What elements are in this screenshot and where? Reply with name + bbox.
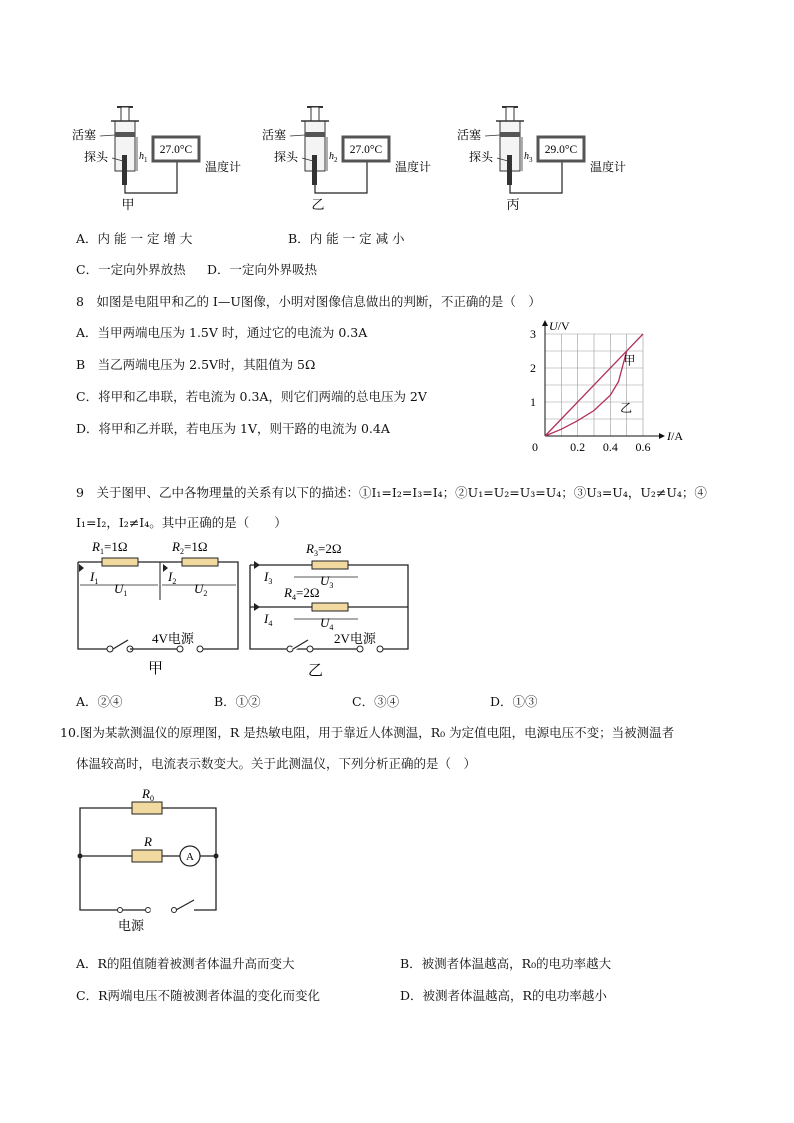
q9-option-b[interactable]: B．①②: [214, 694, 261, 709]
thermometer-label: 温度计: [590, 160, 627, 174]
x-tick-label: 0: [532, 440, 538, 454]
wire: [80, 856, 118, 910]
figure-caption: 乙: [308, 663, 324, 679]
r0-label: $R_0$: [142, 786, 154, 803]
resistor-r2: [182, 558, 218, 566]
terminal: [307, 646, 313, 652]
r-label: R: [144, 834, 152, 849]
q8-option-d[interactable]: D．将甲和乙并联，若电压为 1V，则干路的电流为 0.4A: [76, 421, 390, 436]
q8-option-a[interactable]: A．当甲两端电压为 1.5V 时，通过它的电流为 0.3A: [76, 325, 368, 340]
syringe-figure: [72, 107, 241, 212]
q9-circuit-figures: [70, 535, 430, 680]
probe-label: 探头: [274, 150, 299, 164]
thermometer-label: 温度计: [205, 160, 242, 174]
probe-label: 探头: [469, 150, 494, 164]
u3-label: $U_3$: [320, 573, 334, 590]
plunger-label: 活塞: [457, 128, 482, 142]
x-axis-arrow: [659, 433, 665, 439]
junction-dot: [214, 854, 219, 859]
q10-thermometer-circuit: [70, 780, 240, 940]
y-tick-label: 1: [530, 395, 536, 409]
probe-icon: [312, 155, 317, 185]
x-tick-label: 0.2: [570, 440, 586, 454]
terminal: [177, 646, 183, 652]
x-axis-title: I/A: [667, 429, 683, 443]
q8-iu-chart: [525, 312, 695, 464]
q9-stem: 9 关于图甲、乙中各物理量的关系有以下的描述：①I₁=I₂=I₃=I₄；②U₁=U₂=U₃=U₄；③U₃=U₄，U₂≠U₄；④: [76, 485, 707, 500]
q10-option-b[interactable]: B．被测者体温越高，R₀的电功率越大: [400, 956, 612, 971]
i1-label: $I_1$: [90, 569, 99, 586]
junction-dot: [78, 854, 83, 859]
height-label: $h_1$: [139, 151, 148, 164]
q7-option-a[interactable]: A．内 能 一 定 增 大: [76, 231, 193, 246]
q7-option-d[interactable]: D．一定向外界吸热: [207, 262, 318, 277]
temperature-reading: 29.0°C: [544, 144, 578, 156]
figure-caption: 丙: [506, 197, 520, 212]
source-label: 4V电源: [152, 631, 194, 646]
q7-syringe-figures: [70, 95, 660, 215]
terminal: [377, 646, 383, 652]
terminal: [197, 646, 203, 652]
figure-caption: 乙: [311, 197, 325, 212]
x-tick-label: 0.4: [602, 440, 618, 454]
q10-option-a[interactable]: A．R的阻值随着被测者体温升高而变大: [76, 956, 295, 971]
r3-value: =2Ω: [318, 541, 342, 556]
height-label: $h_2$: [329, 151, 338, 164]
q8-option-b[interactable]: B 当乙两端电压为 2.5V时，其阻值为 5Ω: [76, 357, 316, 372]
y-tick-label: 3: [530, 327, 536, 341]
syringe-figure: [262, 107, 431, 212]
series-label-jia: 甲: [623, 353, 636, 368]
temperature-reading: 27.0°C: [159, 144, 193, 156]
i3-label: $I_3$: [264, 569, 273, 586]
i2-label: $I_2$: [168, 569, 177, 586]
source-label: 电源: [118, 918, 145, 933]
switch-icon: [176, 900, 194, 910]
terminal: [287, 646, 293, 652]
terminal: [172, 908, 177, 913]
plunger-piston: [115, 132, 135, 137]
y-tick-label: 2: [530, 361, 536, 375]
q8-option-c[interactable]: C．将甲和乙串联，若电流为 0.3A，则它们两端的总电压为 2V: [76, 389, 427, 404]
switch-icon: [113, 640, 128, 649]
r4-label: $R_4$: [284, 585, 296, 602]
q10-stem-line2: 体温较高时，电流表示数变大。关于此测温仪，下列分析正确的是（ ）: [76, 756, 477, 771]
r1-value: =1Ω: [104, 539, 128, 554]
plunger-pointer: [100, 135, 115, 136]
resistor-r0: [132, 802, 162, 814]
wire: [198, 856, 216, 910]
q9-stem-line2: I₁=I₂，I₂≠I₄。其中正确的是（ ）: [76, 515, 287, 530]
y-axis-arrow: [542, 320, 548, 326]
r2-label: $R_2$: [172, 539, 184, 556]
r4-value: =2Ω: [296, 585, 320, 600]
resistor-r: [132, 850, 162, 862]
probe-icon: [122, 155, 127, 185]
current-arrow-icon: [254, 561, 260, 569]
u2-label: $U_2$: [194, 581, 208, 598]
terminal: [107, 646, 113, 652]
i4-label: $I_4$: [264, 611, 273, 628]
probe-label: 探头: [84, 150, 109, 164]
thermometer-label: 温度计: [395, 160, 432, 174]
switch-icon: [293, 640, 308, 649]
circuit-yi: [250, 541, 408, 679]
plunger-piston: [500, 132, 520, 137]
resistor-r3: [312, 561, 348, 569]
q10-option-c[interactable]: C．R两端电压不随被测者体温的变化而变化: [76, 988, 320, 1003]
probe-icon: [507, 155, 512, 185]
current-arrow-icon: [254, 603, 260, 611]
q8-stem: 8 如图是电阻甲和乙的 I—U图像，小明对图像信息做出的判断，不正确的是（ ）: [76, 294, 541, 309]
q10-stem: 10.图为某款测温仪的原理图，R 是热敏电阻，用于靠近人体测温，R₀ 为定值电阻，电源电压不变；当被测温者: [60, 725, 675, 740]
ammeter-label: A: [186, 851, 194, 863]
u1-label: $U_1$: [114, 581, 128, 598]
x-tick-label: 0.6: [635, 440, 651, 454]
terminal: [118, 908, 123, 913]
plunger-pointer: [485, 135, 500, 136]
wire: [200, 562, 238, 649]
u4-label: $U_4$: [320, 615, 334, 632]
syringe-figure: [457, 107, 626, 212]
plunger-piston: [305, 132, 325, 137]
r1-label: $R_1$: [92, 539, 104, 556]
r2-value: =1Ω: [184, 539, 208, 554]
plunger-label: 活塞: [262, 128, 287, 142]
series-label-yi: 乙: [620, 401, 633, 416]
q9-option-a[interactable]: A．②④: [76, 694, 123, 709]
plunger-label: 活塞: [72, 128, 97, 142]
circuit-jia: [78, 539, 238, 677]
current-arrow-icon: [79, 564, 84, 572]
height-label: $h_3$: [524, 151, 533, 164]
temperature-reading: 27.0°C: [349, 144, 383, 156]
plunger-pointer: [290, 135, 305, 136]
q9-option-c[interactable]: C．③④: [352, 694, 400, 709]
r3-label: $R_3$: [306, 541, 318, 558]
figure-caption: 甲: [121, 197, 135, 212]
q7-option-b[interactable]: B．内 能 一 定 减 小: [288, 231, 405, 246]
y-axis-title: U/V: [549, 319, 570, 333]
q7-option-c[interactable]: C．一定向外界放热: [76, 262, 186, 277]
q9-option-d[interactable]: D．①③: [490, 694, 538, 709]
source-label: 2V电源: [334, 631, 376, 646]
figure-caption: 甲: [148, 661, 164, 677]
resistor-r1: [102, 558, 138, 566]
q10-option-d[interactable]: D．被测者体温越高，R的电功率越小: [400, 988, 607, 1003]
terminal: [357, 646, 363, 652]
resistor-r4: [312, 603, 348, 611]
